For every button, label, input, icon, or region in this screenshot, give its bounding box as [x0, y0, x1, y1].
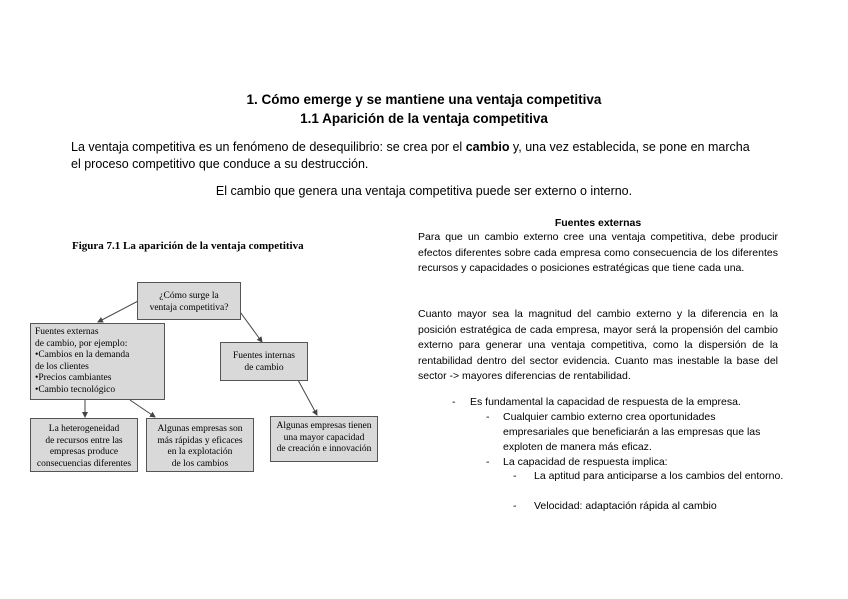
figure-title: Figura 7.1 La aparición de la ventaja competitiva: [72, 240, 304, 252]
intro-text-bold: cambio: [465, 140, 510, 154]
subsection-title: 1.1 Aparición de la ventaja competitiva: [300, 111, 548, 126]
heterogeneity-line: de recursos entre las: [45, 435, 123, 446]
list-item: Velocidad: adaptación rápida al cambio: [534, 500, 717, 512]
external-sources-paragraph-1: Para que un cambio externo cree una ventaja competitiva, debe producir efectos diferentes sobre cada empresa como consecuencia de los diferentes recursos y capacidades o posiciones estratégicas que tiene cada una.: [418, 231, 778, 274]
intro-text-line2: el proceso competitivo que conduce a su destrucción.: [71, 157, 369, 171]
faster-firms-line: de los cambios: [171, 458, 229, 469]
innovation-line: de creación e innovación: [276, 444, 372, 454]
heterogeneity-line: La heterogeneidad: [48, 424, 120, 434]
arrow-to-bottom-mid: [130, 400, 155, 417]
arrow-to-external: [98, 300, 140, 322]
heterogeneity-box: [30, 418, 138, 472]
arrow-to-bottom-right: [298, 380, 317, 415]
list-item: La capacidad de respuesta implica:: [503, 456, 668, 468]
external-sources-box: [30, 323, 165, 400]
bullet-dash: -: [486, 411, 490, 423]
question-box: [137, 282, 241, 320]
external-box-line: Fuentes externas: [35, 327, 99, 337]
list-item: Cualquier cambio externo crea oportunidades empresariales que beneficiarán a las empresas que las exploten de manera más eficaz.: [503, 411, 761, 453]
faster-firms-line: Algunas empresas son: [157, 424, 243, 434]
external-box-line: •Cambio tecnológico: [35, 384, 116, 395]
innovation-box: [270, 416, 378, 462]
faster-firms-box: [146, 418, 254, 472]
list-item: Es fundamental la capacidad de respuesta de la empresa.: [470, 396, 741, 408]
faster-firms-line: más rápidas y eficaces: [157, 435, 243, 446]
internal-box-line: Fuentes internas: [232, 351, 295, 361]
internal-sources-box: [220, 342, 308, 381]
external-box-line: de cambio, por ejemplo:: [35, 338, 128, 349]
bullet-dash: -: [513, 500, 517, 512]
section-title: 1. Cómo emerge y se mantiene una ventaja competitiva: [246, 92, 602, 107]
internal-box-line: de cambio: [244, 362, 284, 373]
innovation-line: Algunas empresas tienen: [276, 421, 372, 431]
bullet-dash: -: [486, 456, 490, 468]
question-box-line: ventaja competitiva?: [149, 302, 229, 313]
question-box-line: ¿Cómo surge la: [159, 291, 219, 301]
bullet-dash: -: [513, 470, 517, 482]
external-box-line: •Cambios en la demanda: [35, 350, 130, 360]
heterogeneity-line: consecuencias diferentes: [36, 458, 132, 469]
intro-text-a: La ventaja competitiva es un fenómeno de desequilibrio: se crea por el: [71, 140, 466, 154]
list-item: La aptitud para anticiparse a los cambios del entorno.: [534, 470, 784, 482]
faster-firms-line: en la explotación: [167, 447, 233, 457]
bullet-dash: -: [452, 396, 456, 408]
heterogeneity-line: empresas produce: [49, 447, 119, 457]
external-box-line: •Precios cambiantes: [35, 373, 112, 383]
external-sources-heading: Fuentes externas: [554, 217, 642, 229]
innovation-line: una mayor capacidad: [283, 432, 365, 443]
external-box-line: de los clientes: [35, 361, 89, 372]
external-sources-paragraph-2: Cuanto mayor sea la magnitud del cambio externo y la diferencia en la posición estratégica de cada empresa, mayor será la propensión del cambio externo para generar una ventaja competitiva, como la dispersión de la rentabilidad dentro del sector evidencia. Cuanto mas inestable la base del sector -> mayores diferencias de rentabilidad.: [418, 308, 778, 382]
intro-statement: El cambio que genera una ventaja competitiva puede ser externo o interno.: [215, 184, 633, 198]
intro-text-c: y, una vez establecida, se pone en marcha: [509, 140, 750, 154]
